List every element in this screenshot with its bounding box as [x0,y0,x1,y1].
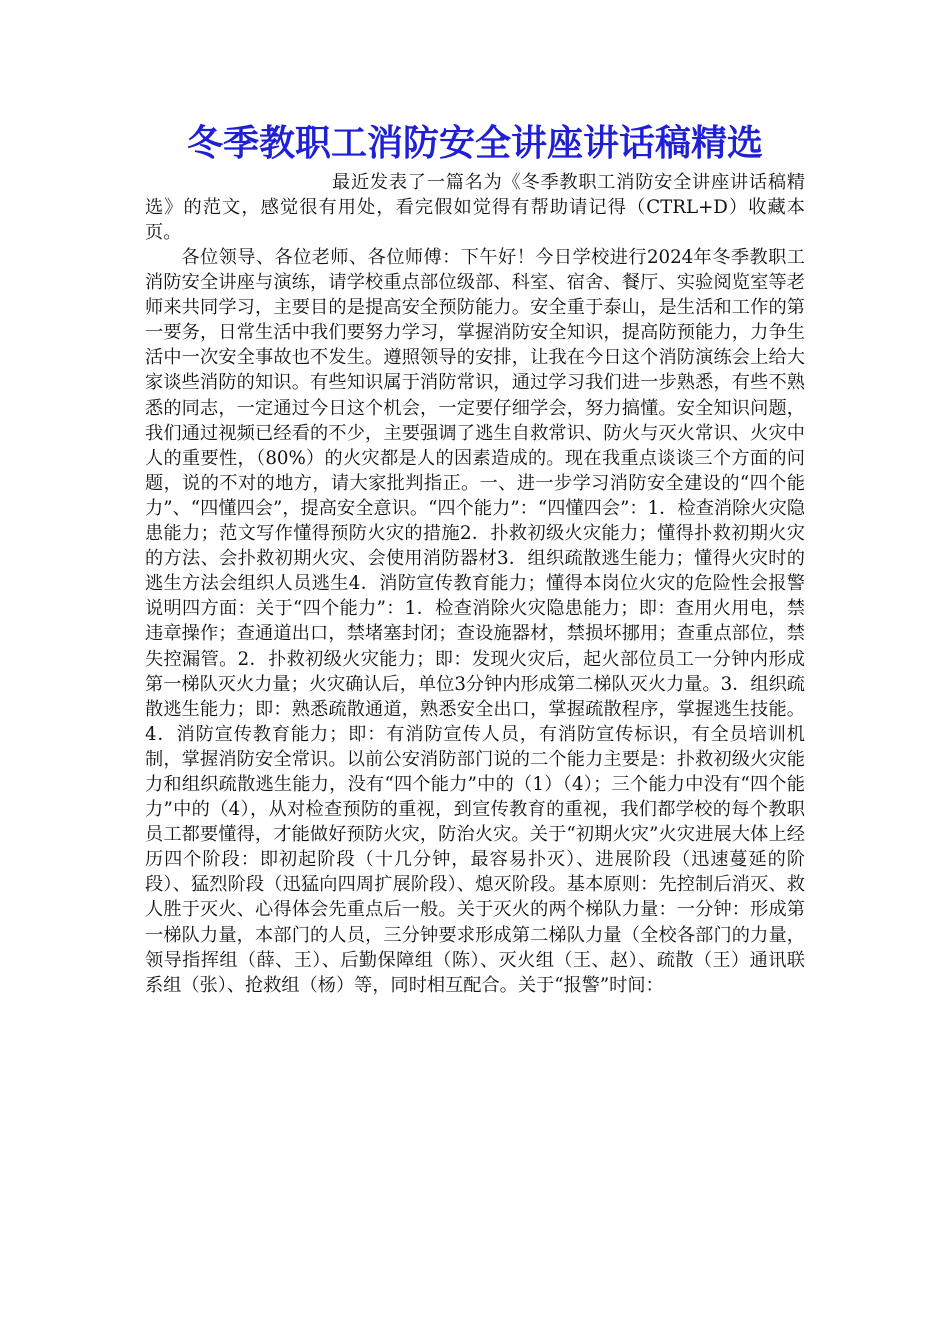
intro-paragraph: 最近发表了一篇名为《冬季教职工消防安全讲座讲话稿精选》的范文，感觉很有用处，看完假如觉得有帮助请记得（CTRL+D）收藏本页。 [145,172,805,243]
document-page [145,120,805,998]
body-paragraph: 各位领导、各位老师、各位师傅：下午好！今日学校进行2024年冬季教职工消防安全讲座与演练，请学校重点部位级部、科室、宿舍、餐厅、实验阅览室等老师来共同学习，主要目的是提高安全预防能力。安全重于泰山，是生活和工作的第一要务，日常生活中我们要努力学习，掌握消防安全知识，提高防预能力，力争生活中一次安全事故也不发生。遵照领导的安排，让我在今日这个消防演练会上给大家谈些消防的知识。有些知识属于消防常识，通过学习我们进一步熟悉，有些不熟悉的同志，一定通过今日这个机会，一定要仔细学会，努力搞懂。安全知识问题，我们通过视频已经看的不少，主要强调了逃生自救常识、防火与灭火常识、火灾中人的重要性，（80%）的火灾都是人的因素造成的。现在我重点谈谈三个方面的问题，说的不对的地方，请大家批判指正。一、进一步学习消防安全建设的“四个能力”、“四懂四会”，提高安全意识。“四个能力”：“四懂四会”：1．检查消除火灾隐患能力；范文写作懂得预防火灾的措施2．扑救初级火灾能力；懂得扑救初期火灾的方法、会扑救初期火灾、会使用消防器材3．组织疏散逃生能力；懂得火灾时的逃生方法会组织人员逃生4．消防宣传教育能力；懂得本岗位火灾的危险性会报警说明四方面：关于“四个能力”：1．检查消除火灾隐患能力；即：查用火用电，禁违章操作；查通道出口，禁堵塞封闭；查设施器材，禁损坏挪用；查重点部位，禁失控漏管。2．扑救初级火灾能力；即：发现火灾后，起火部位员工一分钟内形成第一梯队灭火力量；火灾确认后，单位3分钟内形成第二梯队灭火力量。3．组织疏散逃生能力；即：熟悉疏散通道，熟悉安全出口，掌握疏散程序，掌握逃生技能。4．消防宣传教育能力；即：有消防宣传人员，有消防宣传标识，有全员培训机制，掌握消防安全常识。以前公安消防部门说的二个能力主要是：扑救初级火灾能力和组织疏散逃生能力，没有“四个能力”中的（1）（4）；三个能力中没有“四个能力”中的（4），从对检查预防的重视，到宣传教育的重视，我们都学校的每个教职员工都要懂得，才能做好预防火灾，防治火灾。关于“初期火灾”火灾进展大体上经历四个阶段：即初起阶段（十几分钟，最容易扑灭）、进展阶段（迅速蔓延的阶段）、猛烈阶段（迅猛向四周扩展阶段）、熄灭阶段。基本原则：先控制后消灭、救人胜于灭火、心得体会先重点后一般。关于灭火的两个梯队力量：一分钟：形成第一梯队力量，本部门的人员，三分钟要求形成第二梯队力量（全校各部门的力量，领导指挥组（薛、王）、后勤保障组（陈）、灭火组（王、赵）、疏散（王）通讯联系组（张）、抢救组（杨）等，同时相互配合。关于“报警”时间： [145,247,805,996]
document-title: 冬季教职工消防安全讲座讲话稿精选 [186,122,763,164]
